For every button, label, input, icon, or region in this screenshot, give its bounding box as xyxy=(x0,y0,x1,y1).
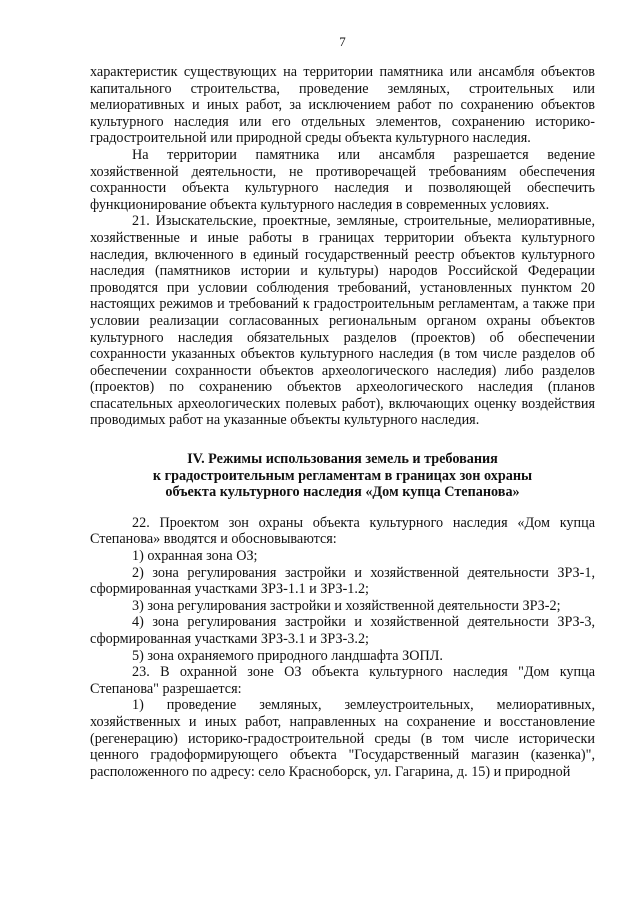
list-item-22-1: 1) охранная зона ОЗ; xyxy=(132,548,258,565)
section-heading xyxy=(90,451,595,501)
list-item-22-5: 5) зона охраняемого природного ландшафта ЗОПЛ. xyxy=(132,647,443,664)
paragraph-22: 22. Проектом зон охраны объекта культурного наследия «Дом купца Степанова» вводятся и обосновываются: xyxy=(90,514,595,548)
list-item-22-4: 4) зона регулирования застройки и хозяйственной деятельности ЗРЗ-3, сформированная участками ЗРЗ-3.1 и ЗРЗ-3.2; xyxy=(90,614,595,647)
document-page xyxy=(90,34,595,780)
section-heading-line-2: к градостроительным регламентам в границах зон охраны xyxy=(152,467,533,484)
paragraph-23: 23. В охранной зоне ОЗ объекта культурного наследия "Дом купца Степанова" разрешается: xyxy=(90,664,595,697)
paragraph-continuation: характеристик существующих на территории памятника или ансамбля объектов капитального строительства, проведение земляных, строительных или мелиоративных и иных работ, за исключением работ по сохранению объектов культурного наследия или его отдельных элементов, сохранению историко-градостроительной или природной среды объекта культурного наследия. xyxy=(90,64,595,147)
page-number: 7 xyxy=(339,34,346,49)
paragraph-23-1: 1) проведение земляных, землеустроительных, мелиоративных, хозяйственных и иных работ, направленных на сохранение и восстановление (регенерацию) историко-градостроительной среды (в том числе исторически ценного градоформирующего объекта "Государственный магазин (казенка)", расположенного по адресу: село Красноборск, ул. Гагарина, д. 15) и природной xyxy=(90,697,595,780)
section-heading-line-1: IV. Режимы использования земель и требования xyxy=(187,451,498,468)
paragraph-21: 21. Изыскательские, проектные, земляные, строительные, мелиоративные, хозяйственные и иные работы в границах территории объекта культурного наследия, включенного в единый государственный реестр объектов культурного наследия (памятников истории и культуры) народов Российской Федерации проводятся при условии соблюдения требований, установленных пунктом 20 настоящих режимов и требований к градостроительным регламентам, а также при условии реализации согласованных региональным органом охраны объектов культурного наследия обязательных разделов (проектов) об обеспечении сохранности указанных объектов культурного наследия (в том числе разделов об обеспечении сохранности объектов археологического наследия) либо разделов (проектов) по сохранению объектов археологического наследия (планов спасательных археологических полевых работ), включающих оценку воздействия проводимых работ на указанные объекты культурного наследия. xyxy=(90,213,595,429)
list-item-22-3: 3) зона регулирования застройки и хозяйственной деятельности ЗРЗ-2; xyxy=(132,597,561,614)
section-heading-line-3: объекта культурного наследия «Дом купца Степанова» xyxy=(165,484,520,501)
list-item-22-2: 2) зона регулирования застройки и хозяйственной деятельности ЗРЗ-1, сформированная участками ЗРЗ-1.1 и ЗРЗ-1.2; xyxy=(90,564,595,598)
paragraph-economic-activity: На территории памятника или ансамбля разрешается ведение хозяйственной деятельности, не противоречащей требованиям обеспечения сохранности объекта культурного наследия и позволяющей обеспечить функционирование объекта культурного наследия в современных условиях. xyxy=(90,146,595,213)
